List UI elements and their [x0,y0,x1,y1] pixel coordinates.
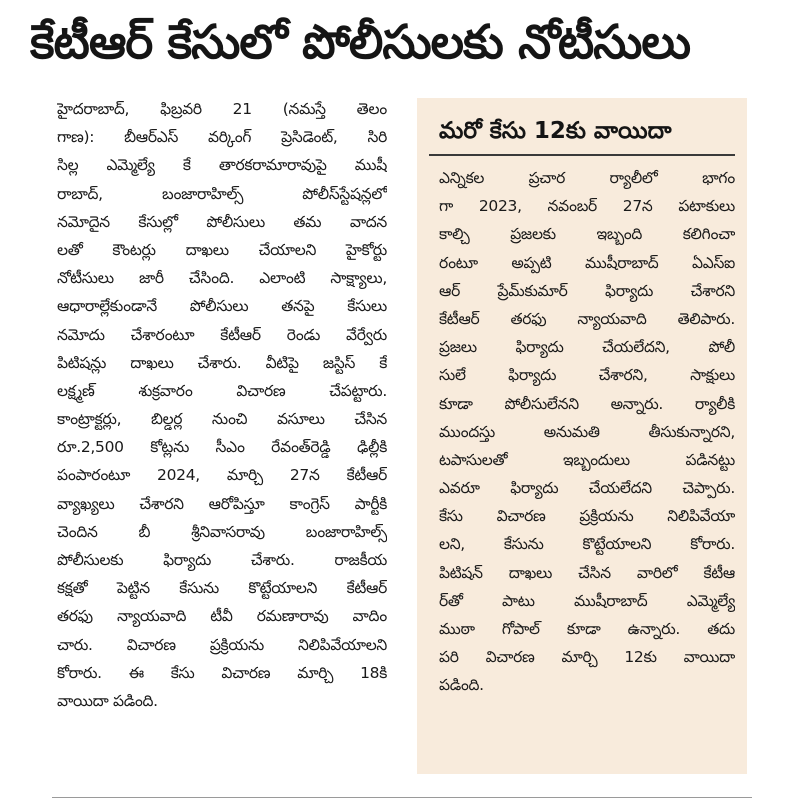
sidebar-line: టపాసులతో ఇబ్బందులు పడినట్టు [439,450,735,469]
body-line: పిటిషన్లు దాఖలు చేశారు. వీటిపై జస్టిస్ కే [57,353,387,372]
body-line: రూ.2,500 కోట్లను సీఎం రేవంత్‌రెడ్డి ఢిల్లీకి [57,438,387,457]
sidebar-line: పిటిషన్ దాఖలు చేసిన వారిలో కేటీఆ [439,563,735,582]
sidebar-line: ర్‌తో పాటు ముషీరాబాద్ ఎమ్మెల్యే [439,591,735,610]
sidebar-line: పరి విచారణ మార్చి 12కు వాయిదా [439,648,735,667]
sidebar-line: లని, కేసును కొట్టేయాలని కోరారు. [439,535,735,554]
body-line: రాబాద్, బంజారాహిల్స్ పోలీస్‌స్టేషన్లలో [57,184,387,203]
sidebar-box [417,98,747,774]
body-line: వాయిదా పడింది. [57,691,158,710]
sidebar-line: రంటూ అప్పటి ముషీరాబాద్ ఏఎస్ఐ [439,253,735,272]
body-line: ఆధారాల్లేకుండానే పోలీసులు తనపై కేసులు [57,297,387,316]
article-headline: కేటీఆర్ కేసులో పోలీసులకు నోటీసులు [30,15,690,70]
body-line: చెందిన బీ శ్రీనివాసరావు బంజారాహిల్స్ [57,522,387,541]
sidebar-line: ప్రజలు ఫిర్యాదు చేయలేదని, పోలీ [439,338,735,357]
sidebar-line: గా 2023, నవంబర్ 27న పటాకులు [439,197,735,216]
sidebar-line: ఎన్నికల ప్రచార ర్యాలీలో భాగం [439,169,735,187]
body-line: సిల్ల ఎమ్మెల్యే కే తారకరామారావుపై ముషీ [57,156,387,175]
body-line: తరఫు న్యాయవాది టీవీ రమణారావు వాదిం [57,607,387,626]
bottom-divider [52,797,752,798]
article-main-column [57,95,387,715]
sidebar-line: కేసు విచారణ ప్రక్రియను నిలిపివేయా [439,507,735,526]
sidebar-line: సులే ఫిర్యాదు చేశారని, సాక్షులు [439,366,735,385]
body-line: లతో కౌంటర్లు దాఖలు చేయాలని హైకోర్టు [57,240,387,259]
body-line: పంపారంటూ 2024, మార్చి 27న కేటీఆర్ [57,466,387,485]
sidebar-line: కేటీఆర్ తరఫు న్యాయవాది తెలిపారు. [439,309,735,328]
sidebar-line: కూడా పోలీసులేనని అన్నారు. ర్యాలీకి [439,394,735,413]
body-line: నమోదైన కేసుల్లో పోలీసులు తమ వాదన [57,212,387,231]
body-line: చారు. విచారణ ప్రక్రియను నిలిపివేయాలని [57,635,387,654]
sidebar-heading-rule [429,154,735,156]
sidebar-line: ముందస్తు అనుమతి తీసుకున్నారని, [439,422,735,441]
body-line: గాణ): బీఆర్ఎస్ వర్కింగ్ ప్రెసిడెంట్, సిరి [57,128,387,147]
body-line: హైదరాబాద్, ఫిబ్రవరి 21 (నమస్తే తెలం [57,100,387,118]
sidebar-line: ముఠా గోపాల్ కూడా ఉన్నారు. తదు [439,620,735,638]
body-line: వ్యాఖ్యలు చేశారని ఆరోపిస్తూ కాంగ్రెస్ పార్టీకి [57,494,387,513]
body-line: పోలీసులకు ఫిర్యాదు చేశారు. రాజకీయ [57,551,387,569]
sidebar-line: కాల్చి ప్రజలకు ఇబ్బంది కలిగించా [439,225,735,244]
sidebar-body-text [439,164,735,700]
body-line: నోటీసులు జారీ చేసింది. ఎలాంటి సాక్ష్యాలు, [57,269,387,288]
sidebar-heading: మరో కేసు 12కు వాయిదా [439,118,672,144]
article-body-text [57,95,387,715]
sidebar-line: ఆర్ ప్రేమ్‌కుమార్ ఫిర్యాదు చేశారని [439,281,735,300]
sidebar-line: ఎవరూ ఫిర్యాదు చేయలేదని చెప్పారు. [439,479,735,498]
body-line: కక్షతో పెట్టిన కేసును కొట్టేయాలని కేటీఆర్ [57,579,387,598]
body-line: లక్ష్మణ్ శుక్రవారం విచారణ చేపట్టారు. [57,381,387,400]
body-line: నమోదు చేశారంటూ కేటీఆర్ రెండు వేర్వేరు [57,325,387,344]
body-line: కోరారు. ఈ కేసు విచారణ మార్చి 18కి [57,663,387,682]
body-line: కాంట్రాక్టర్లు, బిల్డర్ల నుంచి వసూలు చేసిన [57,410,387,429]
sidebar-line: పడింది. [439,676,484,695]
